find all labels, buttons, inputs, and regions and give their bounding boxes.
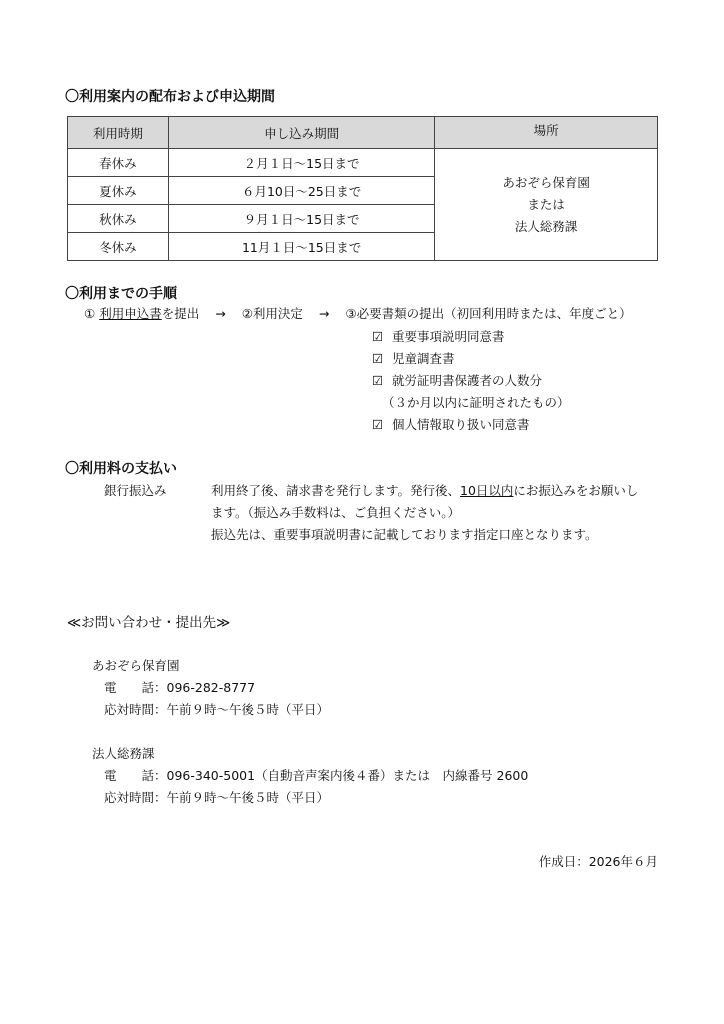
org1-name: あおぞら保育園 — [92, 658, 180, 673]
header-dates: 申し込み期間 — [168, 117, 435, 149]
checkbox-checked-icon: ☑ — [372, 329, 384, 344]
place-line: あおぞら保育園 — [502, 174, 590, 190]
payment-text: にお振込みをお願いし — [513, 483, 639, 498]
section-heading-procedure: 〇利用までの手順 — [65, 286, 177, 302]
period-cell: 春休み — [68, 149, 169, 177]
step2-text: ②利用決定 — [241, 306, 303, 321]
doc-note: （３か月以内に証明されたもの） — [382, 395, 570, 410]
step1-suffix: を提出 — [161, 306, 200, 321]
payment-line-3: 振込先は、重要事項説明書に記載しております指定口座となります。 — [211, 527, 598, 542]
period-cell: 夏休み — [68, 177, 169, 205]
application-form-link[interactable]: 利用申込書 — [99, 306, 162, 321]
payment-text: 利用終了後、請求書を発行します。発行後、 — [211, 483, 461, 498]
org1-hours: 応対時間：午前９時～午後５時（平日） — [104, 702, 330, 717]
org2-name: 法人総務課 — [92, 746, 155, 761]
payment-deadline: 10日以内 — [460, 483, 514, 498]
period-cell: 冬休み — [68, 233, 169, 261]
doc-item — [372, 327, 505, 345]
contact-heading: ≪お問い合わせ・提出先≫ — [67, 615, 231, 631]
doc-item — [372, 415, 530, 433]
doc-item — [372, 371, 542, 389]
org1-phone: 電 話：096-282-8777 — [104, 680, 256, 695]
place-line: または — [527, 196, 565, 212]
arrow-icon: → — [318, 306, 330, 321]
dates-cell: 11月１日～15日まで — [168, 233, 435, 261]
step3-text: ③必要書類の提出（初回利用時または、年度ごと） — [345, 306, 632, 321]
doc-label: 重要事項説明同意書 — [391, 329, 505, 344]
doc-label: 個人情報取り扱い同意書 — [391, 417, 530, 432]
payment-line-2: ます。（振込み手数料は、ご負担ください。） — [211, 505, 461, 520]
procedure-steps — [84, 304, 632, 322]
arrow-icon: → — [215, 306, 226, 321]
doc-label: 児童調査書 — [391, 351, 455, 366]
section-heading-schedule: 〇利用案内の配布および申込期間 — [65, 89, 275, 105]
created-date: 作成日：2026年６月 — [538, 854, 658, 869]
dates-cell: ９月１日～15日まで — [168, 205, 435, 233]
place-cell — [435, 149, 658, 261]
org2-hours: 応対時間：午前９時～午後５時（平日） — [104, 790, 330, 805]
table-row — [68, 149, 658, 177]
step1-number: ① — [84, 306, 96, 321]
payment-method: 銀行振込み — [104, 483, 167, 498]
section-heading-payment: 〇利用料の支払い — [65, 461, 177, 477]
period-cell: 秋休み — [68, 205, 169, 233]
payment-line-1 — [211, 481, 638, 499]
schedule-table — [67, 116, 658, 261]
doc-item — [372, 349, 455, 367]
checkbox-checked-icon: ☑ — [372, 417, 384, 432]
dates-cell: ２月１日～15日まで — [168, 149, 435, 177]
dates-cell: ６月10日～25日まで — [168, 177, 435, 205]
checkbox-checked-icon: ☑ — [372, 351, 384, 366]
checkbox-checked-icon: ☑ — [372, 373, 384, 388]
header-place: 場所 — [435, 117, 658, 149]
table-header-row — [68, 117, 658, 149]
header-period: 利用時期 — [68, 117, 169, 149]
doc-label: 就労証明書保護者の人数分 — [391, 373, 542, 388]
place-line: 法人総務課 — [514, 218, 578, 234]
org2-phone: 電 話：096-340-5001（自動音声案内後４番）または 内線番号 2600 — [104, 768, 529, 783]
